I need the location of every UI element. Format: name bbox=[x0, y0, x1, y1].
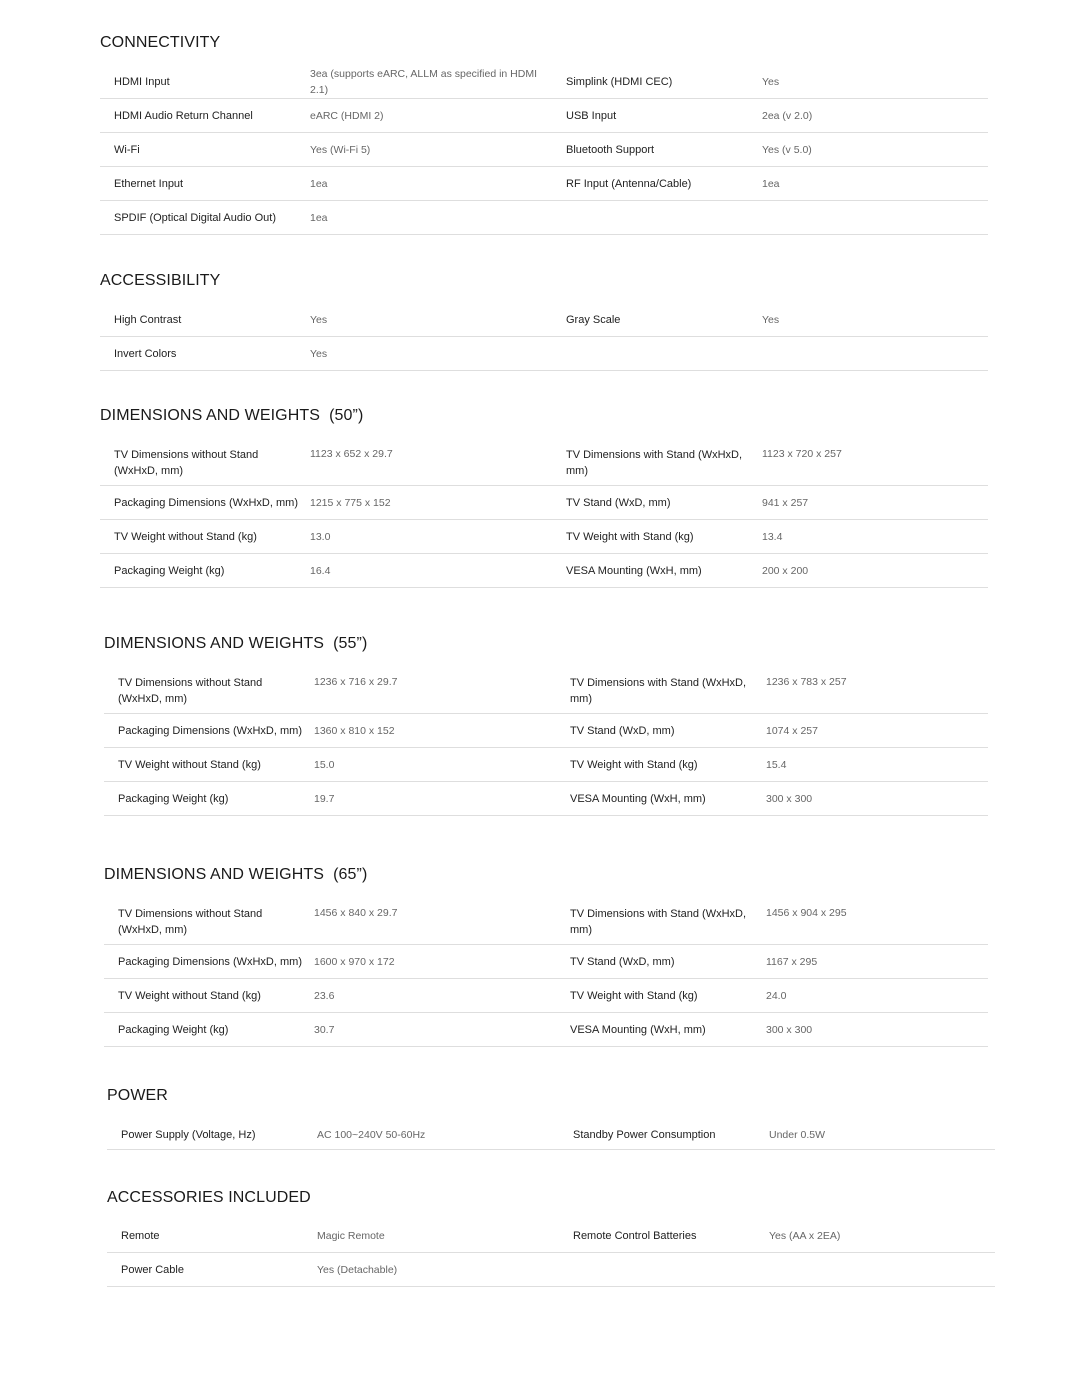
spec-row bbox=[100, 440, 988, 486]
spec-row bbox=[104, 748, 988, 782]
spec-label: Wi-Fi bbox=[114, 143, 140, 156]
spec-label: Packaging Dimensions (WxHxD, mm) bbox=[118, 724, 302, 737]
spec-value: Yes (Wi-Fi 5) bbox=[310, 143, 371, 156]
spec-value: AC 100~240V 50-60Hz bbox=[317, 1128, 426, 1141]
spec-value: Yes (AA x 2EA) bbox=[769, 1230, 841, 1242]
spec-label: VESA Mounting (WxH, mm) bbox=[566, 564, 702, 577]
spec-row bbox=[100, 486, 988, 520]
spec-row bbox=[104, 782, 988, 816]
spec-value: 941 x 257 bbox=[762, 496, 809, 509]
spec-label: Packaging Weight (kg) bbox=[114, 564, 225, 577]
spec-value: 200 x 200 bbox=[762, 564, 809, 577]
spec-label: RF Input (Antenna/Cable) bbox=[566, 177, 692, 190]
spec-value: 1456 x 840 x 29.7 bbox=[314, 907, 398, 919]
section-title: POWER bbox=[107, 1087, 168, 1104]
spec-value: 1456 x 904 x 295 bbox=[766, 907, 847, 919]
accessibility-section bbox=[100, 271, 988, 371]
spec-label: Power Cable bbox=[121, 1263, 184, 1276]
spec-label: SPDIF (Optical Digital Audio Out) bbox=[114, 211, 277, 224]
section-title: DIMENSIONS AND WEIGHTS (55”) bbox=[104, 635, 368, 652]
spec-label: TV Weight without Stand (kg) bbox=[118, 758, 261, 771]
spec-value: 1360 x 810 x 152 bbox=[314, 724, 395, 737]
spec-value: 1123 x 652 x 29.7 bbox=[310, 448, 393, 460]
spec-value: 1236 x 783 x 257 bbox=[766, 676, 847, 688]
section-title: ACCESSIBILITY bbox=[100, 272, 221, 289]
spec-label: TV Stand (WxD, mm) bbox=[566, 496, 671, 509]
spec-row bbox=[100, 520, 988, 554]
spec-row bbox=[104, 899, 988, 945]
spec-row bbox=[100, 554, 988, 588]
spec-value: 1167 x 295 bbox=[766, 955, 818, 968]
spec-label: TV Weight with Stand (kg) bbox=[566, 530, 694, 543]
section-title: DIMENSIONS AND WEIGHTS (65”) bbox=[104, 866, 368, 883]
spec-label: High Contrast bbox=[114, 313, 182, 326]
dimensions-65-section bbox=[104, 865, 988, 1047]
spec-value: 13.0 bbox=[310, 530, 331, 543]
spec-value: 1ea bbox=[310, 177, 328, 190]
spec-label: TV Dimensions with Stand (WxHxD, mm) bbox=[570, 676, 747, 705]
spec-label: HDMI Input bbox=[114, 75, 170, 88]
spec-value: 1600 x 970 x 172 bbox=[314, 955, 395, 968]
spec-label: Standby Power Consumption bbox=[573, 1128, 716, 1141]
spec-row bbox=[100, 65, 988, 99]
spec-label: Invert Colors bbox=[114, 347, 177, 360]
spec-label: TV Dimensions without Stand (WxHxD, mm) bbox=[114, 448, 259, 477]
spec-label: Remote Control Batteries bbox=[573, 1230, 697, 1242]
spec-row bbox=[100, 99, 988, 133]
spec-value: 1236 x 716 x 29.7 bbox=[314, 676, 398, 688]
spec-label: Ethernet Input bbox=[114, 177, 184, 190]
spec-row bbox=[100, 133, 988, 167]
spec-label: TV Dimensions with Stand (WxHxD, mm) bbox=[570, 907, 747, 936]
spec-value: Yes bbox=[310, 313, 328, 326]
spec-row bbox=[107, 1120, 995, 1150]
spec-value: 30.7 bbox=[314, 1023, 335, 1036]
spec-value: 24.0 bbox=[766, 989, 787, 1002]
spec-row bbox=[104, 668, 988, 714]
dimensions-55-section bbox=[104, 634, 988, 816]
spec-row bbox=[100, 337, 988, 371]
spec-value: 3ea (supports eARC, ALLM as specified in HDMI 2.1) bbox=[310, 67, 538, 96]
spec-value: 23.6 bbox=[314, 989, 335, 1002]
spec-value: 19.7 bbox=[314, 792, 335, 805]
spec-label: TV Stand (WxD, mm) bbox=[570, 955, 675, 968]
spec-value: 2ea (v 2.0) bbox=[762, 109, 813, 122]
spec-label: Gray Scale bbox=[566, 313, 621, 326]
spec-label: Bluetooth Support bbox=[566, 143, 655, 156]
spec-value: 1ea bbox=[762, 177, 780, 190]
spec-value: 300 x 300 bbox=[766, 792, 813, 805]
spec-label: HDMI Audio Return Channel bbox=[114, 109, 253, 122]
spec-label: TV Dimensions without Stand (WxHxD, mm) bbox=[118, 907, 263, 936]
accessories-section bbox=[107, 1188, 995, 1287]
spec-row bbox=[100, 303, 988, 337]
section-title: CONNECTIVITY bbox=[100, 34, 221, 51]
spec-value: eARC (HDMI 2) bbox=[310, 109, 384, 122]
spec-label: USB Input bbox=[566, 109, 617, 122]
spec-value: Magic Remote bbox=[317, 1230, 385, 1242]
spec-value: 1ea bbox=[310, 211, 328, 224]
spec-row bbox=[104, 714, 988, 748]
spec-label: Power Supply (Voltage, Hz) bbox=[121, 1128, 256, 1141]
spec-label: Packaging Dimensions (WxHxD, mm) bbox=[118, 955, 302, 968]
section-title: ACCESSORIES INCLUDED bbox=[107, 1189, 311, 1206]
spec-label: Packaging Weight (kg) bbox=[118, 792, 229, 805]
spec-label: Packaging Weight (kg) bbox=[118, 1023, 229, 1036]
spec-value: Yes bbox=[762, 313, 780, 326]
spec-label: TV Dimensions with Stand (WxHxD, mm) bbox=[566, 448, 743, 477]
spec-label: TV Weight without Stand (kg) bbox=[114, 530, 257, 543]
spec-value: 1074 x 257 bbox=[766, 724, 818, 737]
spec-label: Packaging Dimensions (WxHxD, mm) bbox=[114, 496, 298, 509]
spec-value: Yes (v 5.0) bbox=[762, 143, 812, 156]
spec-value: 16.4 bbox=[310, 564, 331, 577]
spec-label: TV Weight with Stand (kg) bbox=[570, 989, 698, 1002]
spec-value: 13.4 bbox=[762, 530, 783, 543]
spec-label: TV Weight with Stand (kg) bbox=[570, 758, 698, 771]
spec-row bbox=[104, 945, 988, 979]
section-title: DIMENSIONS AND WEIGHTS (50”) bbox=[100, 407, 364, 424]
spec-row bbox=[100, 201, 988, 235]
spec-value: Under 0.5W bbox=[769, 1128, 826, 1141]
power-section bbox=[107, 1086, 995, 1150]
dimensions-50-section bbox=[100, 406, 988, 588]
spec-row bbox=[107, 1253, 995, 1287]
spec-label: VESA Mounting (WxH, mm) bbox=[570, 792, 706, 805]
spec-value: 1123 x 720 x 257 bbox=[762, 448, 842, 460]
spec-value: Yes bbox=[762, 75, 780, 88]
spec-row bbox=[104, 979, 988, 1013]
spec-label: TV Stand (WxD, mm) bbox=[570, 724, 675, 737]
spec-label: TV Dimensions without Stand (WxHxD, mm) bbox=[118, 676, 263, 705]
spec-value: 1215 x 775 x 152 bbox=[310, 496, 391, 509]
spec-value: Yes bbox=[310, 347, 328, 360]
spec-value: Yes (Detachable) bbox=[317, 1263, 398, 1276]
spec-label: Simplink (HDMI CEC) bbox=[566, 75, 673, 88]
spec-row bbox=[107, 1220, 995, 1253]
spec-value: 15.0 bbox=[314, 758, 335, 771]
spec-label: Remote bbox=[121, 1230, 160, 1242]
spec-label: VESA Mounting (WxH, mm) bbox=[570, 1023, 706, 1036]
connectivity-section bbox=[100, 33, 988, 235]
spec-value: 15.4 bbox=[766, 758, 787, 771]
spec-row bbox=[100, 167, 988, 201]
spec-value: 300 x 300 bbox=[766, 1023, 813, 1036]
spec-label: TV Weight without Stand (kg) bbox=[118, 989, 261, 1002]
spec-row bbox=[104, 1013, 988, 1047]
